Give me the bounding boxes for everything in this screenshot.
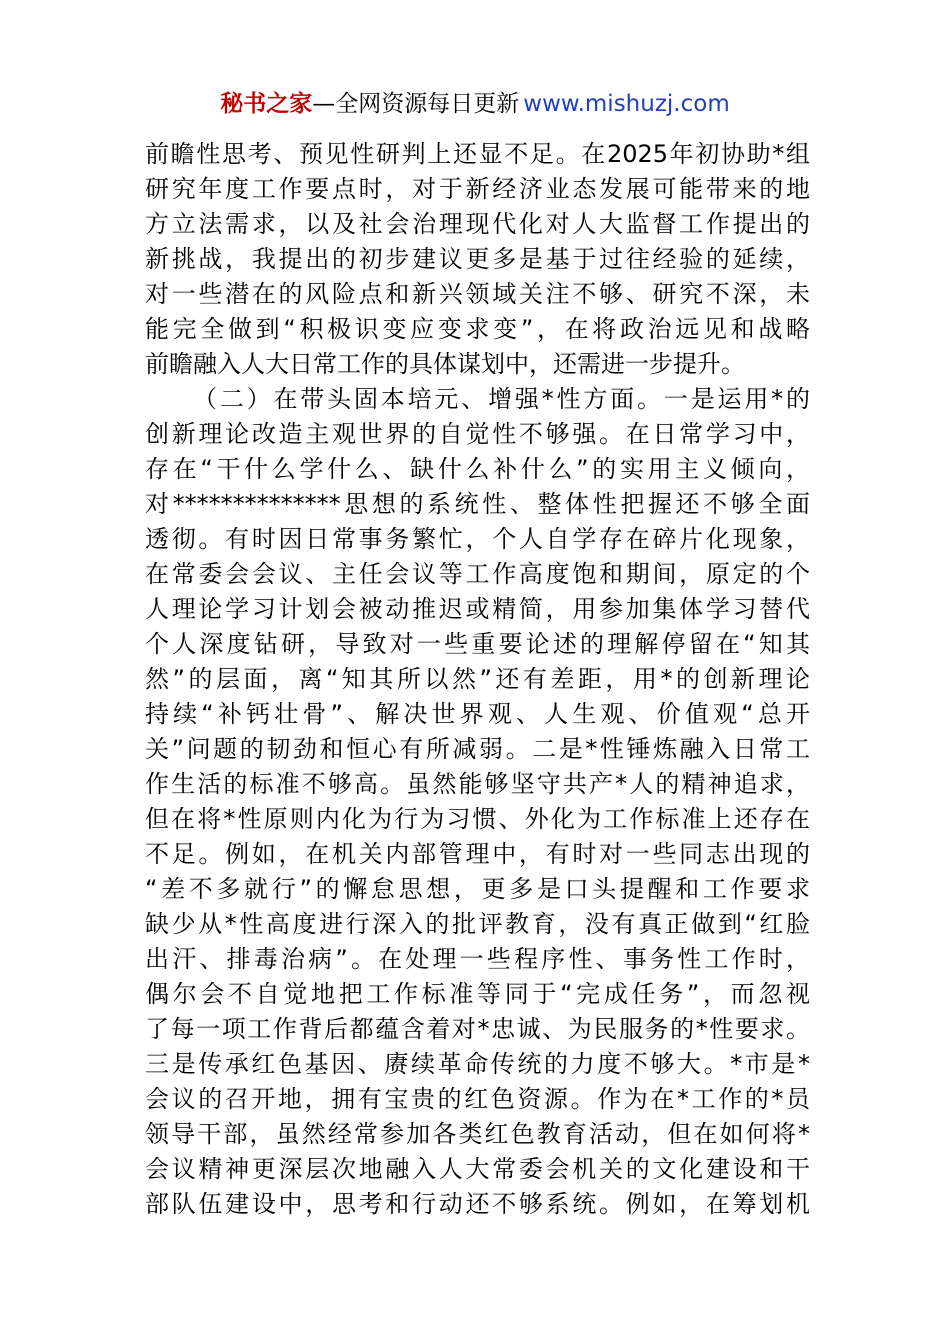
text-line: 三是传承红色基因、赓续革命传统的力度不够大。*市是* <box>145 1050 810 1078</box>
text-line: 创新理论改造主观世界的自觉性不够强。在日常学习中， <box>145 420 810 448</box>
text-line: 关”问题的韧劲和恒心有所减弱。二是*性锤炼融入日常工 <box>145 735 810 763</box>
text-line: 缺少从*性高度进行深入的批评教育，没有真正做到“红脸 <box>145 910 810 938</box>
section-heading-line: （二）在带头固本培元、增强*性方面。一是运用*的 <box>193 385 810 413</box>
text-line: 在常委会会议、主任会议等工作高度饱和期间，原定的个 <box>145 560 810 588</box>
text-line: 人理论学习计划会被动推迟或精简，用参加集体学习替代 <box>145 595 810 623</box>
text-line: 前瞻融入人大日常工作的具体谋划中，还需进一步提升。 <box>145 350 745 378</box>
text-line: 对一些潜在的风险点和新兴领域关注不够、研究不深，未 <box>145 280 810 308</box>
text-line: 前瞻性思考、预见性研判上还显不足。在2025年初协助*组 <box>145 140 810 168</box>
text-line: 偶尔会不自觉地把工作标准等同于“完成任务”，而忽视 <box>145 980 810 1008</box>
header-tagline: —全网资源每日更新 <box>312 91 520 117</box>
text-line: 但在将*性原则内化为行为习惯、外化为工作标准上还存在 <box>145 805 810 833</box>
site-header <box>0 88 950 120</box>
text-line: 存在“干什么学什么、缺什么补什么”的实用主义倾向， <box>145 455 810 483</box>
text-line: 对**************思想的系统性、整体性把握还不够全面 <box>145 490 810 518</box>
text-line: 持续“补钙壮骨”、解决世界观、人生观、价值观“总开 <box>145 700 810 728</box>
text-line: 作生活的标准不够高。虽然能够坚守共产*人的精神追求， <box>145 770 810 798</box>
document-body <box>145 137 810 1222</box>
text-line: 不足。例如，在机关内部管理中，有时对一些同志出现的 <box>145 840 810 868</box>
text-line: 研究年度工作要点时，对于新经济业态发展可能带来的地 <box>145 175 810 203</box>
text-line: 个人深度钻研，导致对一些重要论述的理解停留在“知其 <box>145 630 810 658</box>
text-line: 会议的召开地，拥有宝贵的红色资源。作为在*工作的*员 <box>145 1085 810 1113</box>
site-url-link[interactable]: www.mishuzj.com <box>523 91 730 117</box>
text-line: 透彻。有时因日常事务繁忙，个人自学存在碎片化现象， <box>145 525 810 553</box>
text-line: 部队伍建设中，思考和行动还不够系统。例如，在筹划机 <box>145 1190 810 1218</box>
text-line: 能完全做到“积极识变应变求变”，在将政治远见和战略 <box>145 315 810 343</box>
text-line: 出汗、排毒治病”。在处理一些程序性、事务性工作时， <box>145 945 810 973</box>
text-line: 然”的层面，离“知其所以然”还有差距，用*的创新理论 <box>145 665 810 693</box>
text-line: 会议精神更深层次地融入人大常委会机关的文化建设和干 <box>145 1155 810 1183</box>
text-line: 方立法需求，以及社会治理现代化对人大监督工作提出的 <box>145 210 810 238</box>
text-line: “差不多就行”的懈怠思想，更多是口头提醒和工作要求 <box>145 875 810 903</box>
brand-name: 秘书之家 <box>220 91 313 117</box>
text-line: 了每一项工作背后都蕴含着对*忠诚、为民服务的*性要求。 <box>145 1015 810 1043</box>
text-line: 领导干部，虽然经常参加各类红色教育活动，但在如何将* <box>145 1120 810 1148</box>
text-line: 新挑战，我提出的初步建议更多是基于过往经验的延续， <box>145 245 810 273</box>
